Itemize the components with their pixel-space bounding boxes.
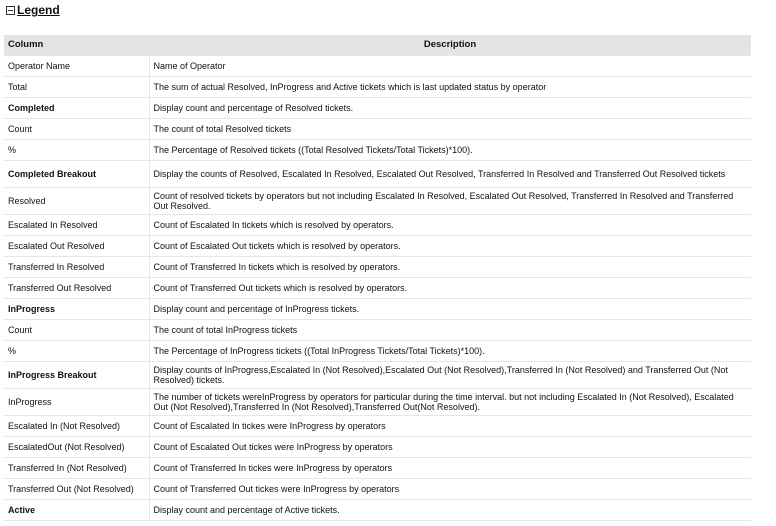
table-row bbox=[4, 56, 751, 77]
table-row bbox=[4, 299, 751, 320]
table-row bbox=[4, 98, 751, 119]
table-row bbox=[4, 479, 751, 500]
table-row bbox=[4, 341, 751, 362]
row-description: Name of Operator bbox=[149, 56, 751, 77]
table-row bbox=[4, 500, 751, 521]
row-column-name: Total bbox=[4, 77, 149, 98]
legend-table bbox=[4, 35, 751, 521]
row-description: The count of total Resolved tickets bbox=[149, 119, 751, 140]
row-description: The count of total InProgress tickets bbox=[149, 320, 751, 341]
row-description: Display the counts of Resolved, Escalated In Resolved, Escalated Out Resolved, Transferred In Resolved and Transferred Out Resolved tickets bbox=[149, 161, 751, 188]
row-column-name: InProgress bbox=[4, 299, 149, 320]
row-column-name: Transferred In (Not Resolved) bbox=[4, 458, 149, 479]
row-description: Count of Escalated In tickets which is resolved by operators. bbox=[149, 215, 751, 236]
row-column-name: Resolved bbox=[4, 188, 149, 215]
table-row bbox=[4, 161, 751, 188]
row-column-name: % bbox=[4, 341, 149, 362]
table-row bbox=[4, 257, 751, 278]
row-description: Count of Escalated In tickes were InProgress by operators bbox=[149, 416, 751, 437]
collapse-icon[interactable] bbox=[6, 6, 15, 15]
row-column-name: Count bbox=[4, 320, 149, 341]
row-column-name: Operator Name bbox=[4, 56, 149, 77]
row-description: The number of tickets wereInProgress by operators for particular during the time interval. but not including Escalated In (Not Resolved), Escalated Out (Not Resolved),Transferred In (Not Resolved),Transferred Out(Not Resolved). bbox=[149, 389, 751, 416]
table-row bbox=[4, 362, 751, 389]
table-row bbox=[4, 77, 751, 98]
column-header: Column bbox=[4, 35, 149, 56]
row-column-name: Escalated In (Not Resolved) bbox=[4, 416, 149, 437]
table-row bbox=[4, 278, 751, 299]
row-column-name: InProgress Breakout bbox=[4, 362, 149, 389]
table-row bbox=[4, 140, 751, 161]
row-description: Count of Escalated Out tickets which is resolved by operators. bbox=[149, 236, 751, 257]
row-column-name: Completed Breakout bbox=[4, 161, 149, 188]
row-description: Count of Transferred Out tickets which is resolved by operators. bbox=[149, 278, 751, 299]
row-column-name: Escalated Out Resolved bbox=[4, 236, 149, 257]
row-column-name: Transferred In Resolved bbox=[4, 257, 149, 278]
row-description: Count of Transferred In tickes were InProgress by operators bbox=[149, 458, 751, 479]
row-description: The Percentage of InProgress tickets ((Total InProgress Tickets/Total Tickets)*100). bbox=[149, 341, 751, 362]
table-row bbox=[4, 416, 751, 437]
table-row bbox=[4, 236, 751, 257]
row-column-name: Escalated In Resolved bbox=[4, 215, 149, 236]
row-description: The Percentage of Resolved tickets ((Total Resolved Tickets/Total Tickets)*100). bbox=[149, 140, 751, 161]
table-row bbox=[4, 320, 751, 341]
row-description: Count of Transferred Out tickes were InProgress by operators bbox=[149, 479, 751, 500]
table-row bbox=[4, 458, 751, 479]
row-description: Count of Escalated Out tickes were InProgress by operators bbox=[149, 437, 751, 458]
legend-body bbox=[4, 56, 751, 521]
row-column-name: Transferred Out Resolved bbox=[4, 278, 149, 299]
row-description: Display count and percentage of Resolved tickets. bbox=[149, 98, 751, 119]
row-column-name: Count bbox=[4, 119, 149, 140]
table-row bbox=[4, 437, 751, 458]
row-column-name: Active bbox=[4, 500, 149, 521]
row-column-name: EscalatedOut (Not Resolved) bbox=[4, 437, 149, 458]
row-description: Display count and percentage of InProgress tickets. bbox=[149, 299, 751, 320]
description-header: Description bbox=[149, 35, 751, 56]
table-row bbox=[4, 389, 751, 416]
row-description: Count of resolved tickets by operators but not including Escalated In Resolved, Escalated Out Resolved, Transferred In Resolved and Transferred Out Resolved. bbox=[149, 188, 751, 215]
table-row bbox=[4, 119, 751, 140]
row-description: Display count and percentage of Active tickets. bbox=[149, 500, 751, 521]
legend-header-row bbox=[4, 35, 751, 56]
table-row bbox=[4, 215, 751, 236]
table-row bbox=[4, 188, 751, 215]
row-column-name: Completed bbox=[4, 98, 149, 119]
row-column-name: InProgress bbox=[4, 389, 149, 416]
row-column-name: Transferred Out (Not Resolved) bbox=[4, 479, 149, 500]
legend-toggle[interactable] bbox=[6, 2, 60, 18]
row-description: Display counts of InProgress,Escalated In (Not Resolved),Escalated Out (Not Resolved),Transferred In (Not Resolved) and Transferred Out (Not Resolved) tickets. bbox=[149, 362, 751, 389]
row-description: The sum of actual Resolved, InProgress and Active tickets which is last updated status by operator bbox=[149, 77, 751, 98]
row-description: Count of Transferred In tickets which is resolved by operators. bbox=[149, 257, 751, 278]
row-column-name: % bbox=[4, 140, 149, 161]
legend-title[interactable]: Legend bbox=[17, 3, 60, 17]
